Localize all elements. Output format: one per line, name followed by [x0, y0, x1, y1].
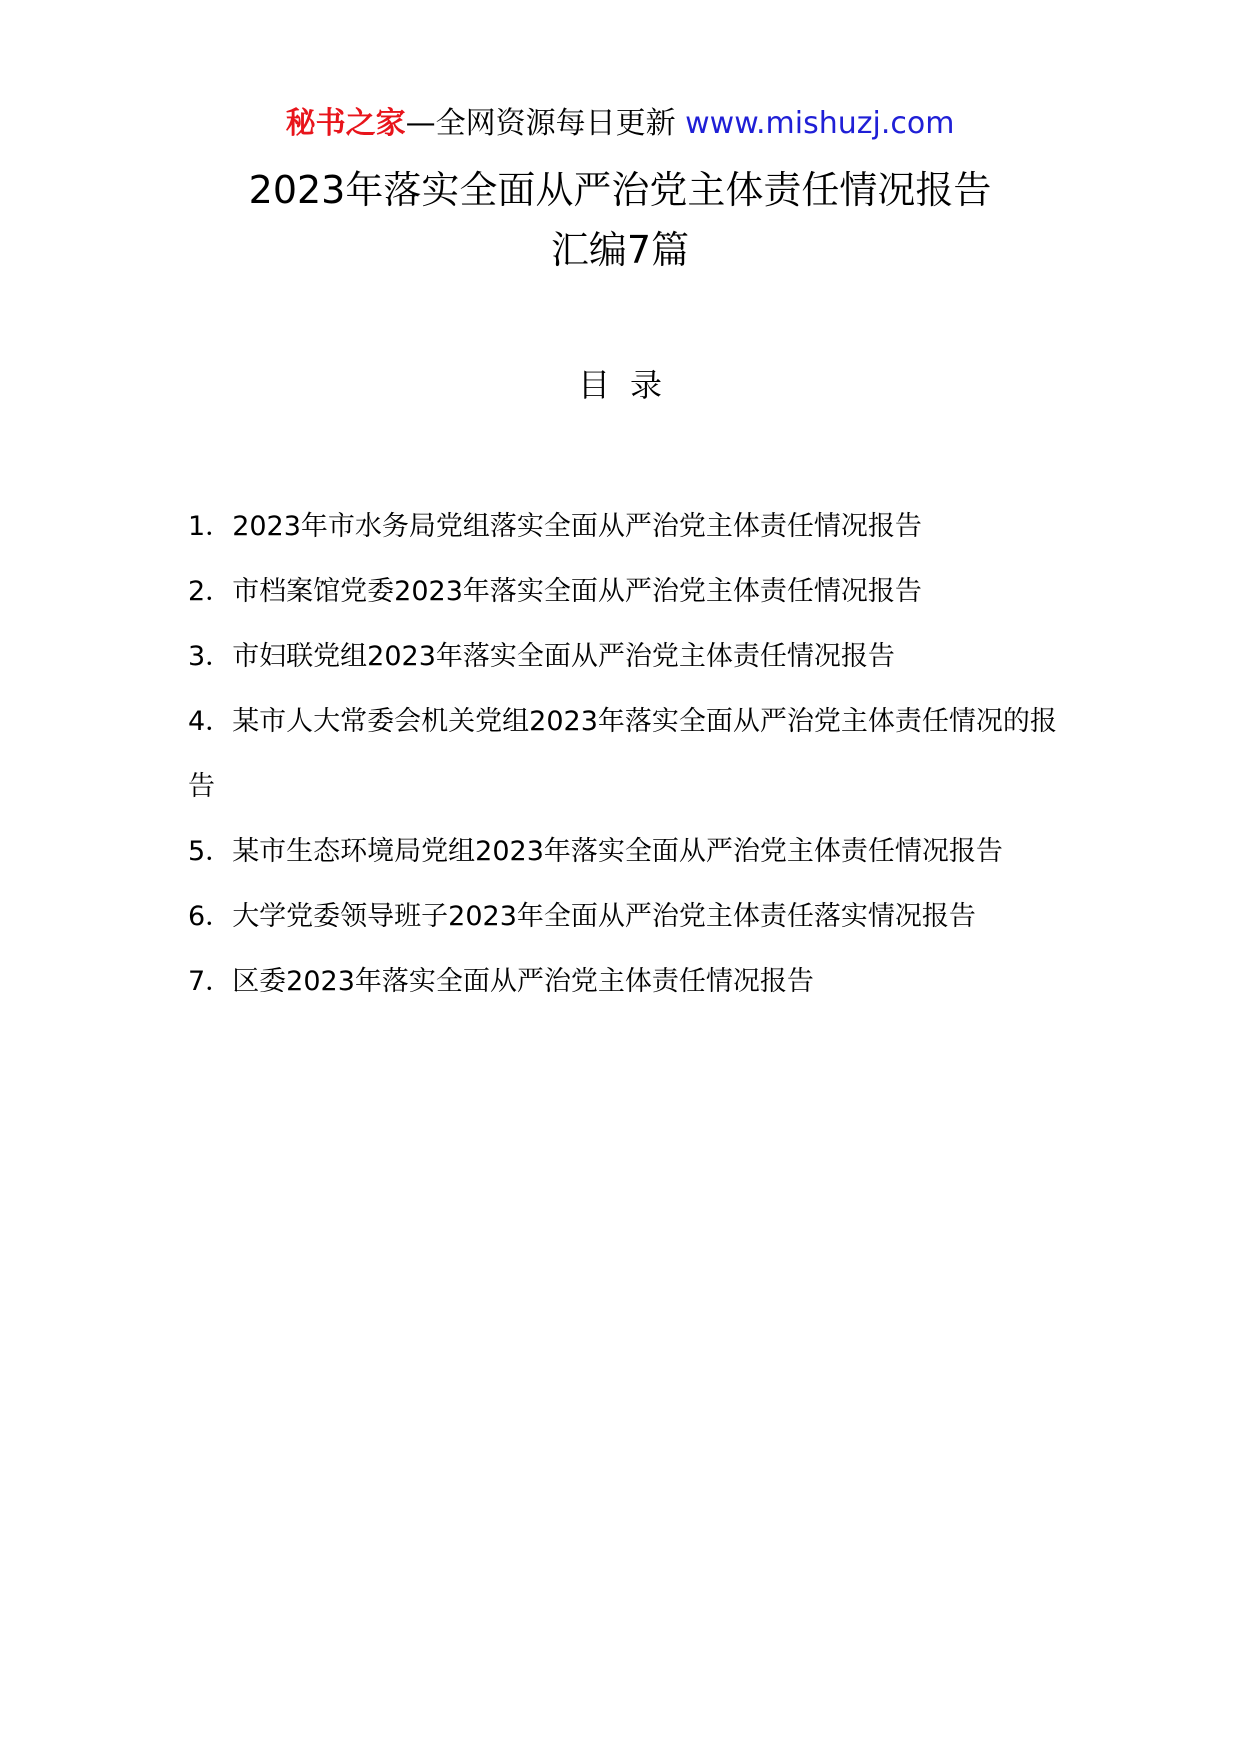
table-of-contents — [188, 494, 1068, 1014]
toc-item-number: 5． — [188, 836, 233, 867]
toc-item-number: 4． — [188, 706, 233, 737]
toc-item[interactable] — [188, 819, 1068, 884]
toc-item-number: 1． — [188, 511, 233, 542]
toc-item[interactable] — [188, 689, 1068, 819]
title-line-2: 汇编7篇 — [550, 228, 690, 272]
toc-item[interactable] — [188, 884, 1068, 949]
toc-item-number: 7． — [188, 966, 233, 997]
document-title — [0, 160, 1240, 280]
toc-item-text: 区委2023年落实全面从严治党主体责任情况报告 — [232, 966, 814, 997]
toc-item[interactable] — [188, 949, 1068, 1014]
toc-item-text: 市妇联党组2023年落实全面从严治党主体责任情况报告 — [232, 641, 895, 672]
toc-item-text: 某市人大常委会机关党组2023年落实全面从严治党主体责任情况的报告 — [188, 706, 1057, 802]
toc-item[interactable] — [188, 494, 1068, 559]
toc-item-text: 2023年市水务局党组落实全面从严治党主体责任情况报告 — [232, 511, 922, 542]
brand-name: 秘书之家 — [285, 106, 406, 141]
toc-item-text: 大学党委领导班子2023年全面从严治党主体责任落实情况报告 — [232, 901, 976, 932]
toc-item-text: 市档案馆党委2023年落实全面从严治党主体责任情况报告 — [232, 576, 922, 607]
toc-item-number: 6． — [188, 901, 233, 932]
toc-item[interactable] — [188, 559, 1068, 624]
header-tagline: —全网资源每日更新 — [405, 106, 676, 141]
toc-item-number: 3． — [188, 641, 233, 672]
toc-item-text: 某市生态环境局党组2023年落实全面从严治党主体责任情况报告 — [232, 836, 1003, 867]
toc-item[interactable] — [188, 624, 1068, 689]
toc-heading: 目录 — [577, 366, 682, 404]
title-line-1: 2023年落实全面从严治党主体责任情况报告 — [248, 168, 992, 212]
toc-item-number: 2． — [188, 576, 233, 607]
site-header — [0, 102, 1240, 146]
site-url-link[interactable]: www.mishuzj.com — [685, 106, 955, 141]
